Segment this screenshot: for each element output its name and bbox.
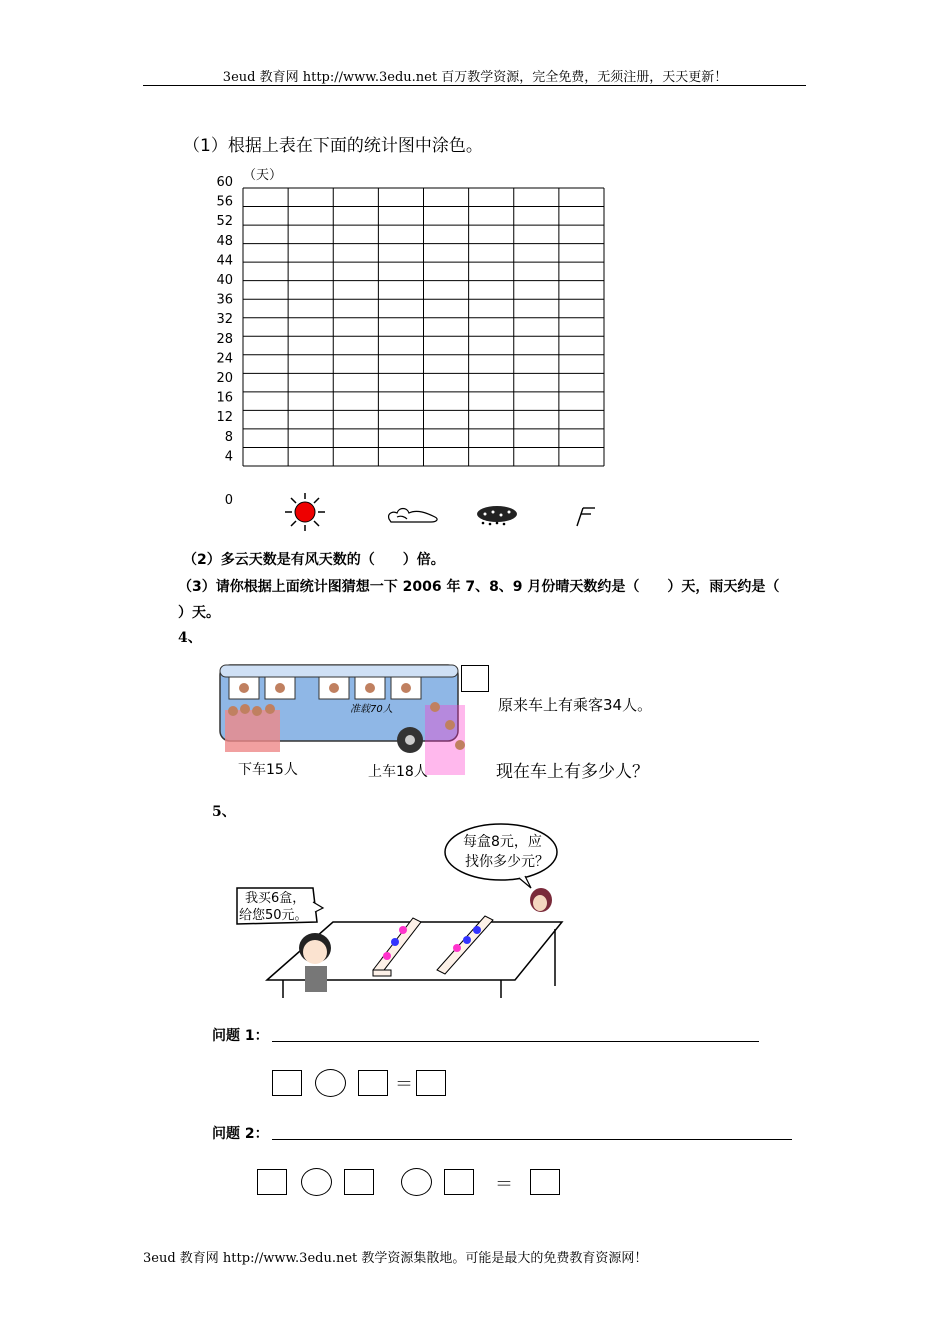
q4-got-off: 下车15人 [238,762,298,778]
chart-y-label: （天） [243,168,283,183]
y-tick-label: 8 [224,429,233,445]
passengers-getting-on [425,702,465,775]
y-tick-label: 12 [216,410,233,426]
y-tick-label: 48 [216,233,233,249]
question-5-label: 5、 [212,804,236,820]
question-3-line-2: ）天。 [178,605,220,621]
y-tick-label: 28 [216,331,233,347]
bus-capacity-sign: 准载70人 [350,704,393,715]
problem-2-equals: ＝ [495,1174,513,1195]
y-tick-label: 56 [216,194,233,210]
page-header: 3eud 教育网 http://www.3edu.net 百万教学资源，完全免费，无须注册，天天更新！ [222,70,728,85]
y-tick-label: 52 [216,214,233,230]
rain-icon [477,506,517,525]
problem-2-operator-circle-1[interactable] [301,1168,332,1196]
chart-y-ticks [216,175,233,508]
seller-bubble-line-2: 找你多少元？ [465,854,549,870]
page-footer: 3eud 教育网 http://www.3edu.net 教学资源集散地。可能是最大的免费教育资源网！ [143,1251,648,1266]
question-3-line-1: （3）请你根据上面统计图猜想一下 2006 年 7、8、9 月份晴天数约是（ ）天，雨天约是（ [178,579,780,595]
problem-2-result-box[interactable] [530,1169,560,1195]
question-4-label: 4、 [178,630,202,646]
y-tick-label: 16 [216,390,233,406]
chart-grid-lines [243,188,604,466]
problem-2-box-2[interactable] [344,1169,374,1195]
y-tick-label: 24 [216,351,233,367]
q4-original-passengers: 原来车上有乘客34人。 [498,696,653,714]
y-tick-label: 44 [216,253,233,269]
problem-2-operator-circle-2[interactable] [401,1168,432,1196]
q4-question: 现在车上有多少人？ [496,762,649,782]
passengers-getting-off [225,704,280,752]
problem-1-box-2[interactable] [358,1070,388,1096]
y-tick-label: 0 [224,493,233,508]
problem-2-answer-line[interactable] [272,1139,792,1140]
sun-icon [285,493,325,531]
problem-1-operator-circle[interactable] [315,1069,346,1097]
shop-illustration [225,822,575,1002]
problem-1-box-1[interactable] [272,1070,302,1096]
girl-bubble-line-1: 我买6盒， [245,891,306,906]
problem-2-box-1[interactable] [257,1169,287,1195]
question-1: （1）根据上表在下面的统计图中涂色。 [183,136,483,156]
problem-2-box-3[interactable] [444,1169,474,1195]
y-tick-label: 60 [216,175,233,190]
wind-icon [577,508,595,526]
problem-1-label: 问题 1： [212,1028,269,1044]
y-tick-label: 36 [216,292,233,308]
bar-chart-grid [205,162,625,537]
problem-1-result-box[interactable] [416,1070,446,1096]
answer-box[interactable] [461,665,489,692]
y-tick-label: 40 [216,273,233,288]
problem-1-equals: ＝ [395,1074,413,1095]
y-tick-label: 20 [216,371,233,386]
header-rule [143,85,806,86]
y-tick-label: 4 [224,449,233,465]
seller-bubble-line-1: 每盒8元，应 [463,834,542,850]
girl-bubble-line-2: 给您50元。 [239,908,308,923]
cloudy-icon [389,509,437,523]
problem-2-label: 问题 2： [212,1126,269,1142]
question-2: （2）多云天数是有风天数的（ ）倍。 [183,552,445,568]
seller-figure [530,888,552,912]
q4-got-on: 上车18人 [368,764,428,780]
problem-1-answer-line[interactable] [272,1041,759,1042]
y-tick-label: 32 [216,312,233,328]
